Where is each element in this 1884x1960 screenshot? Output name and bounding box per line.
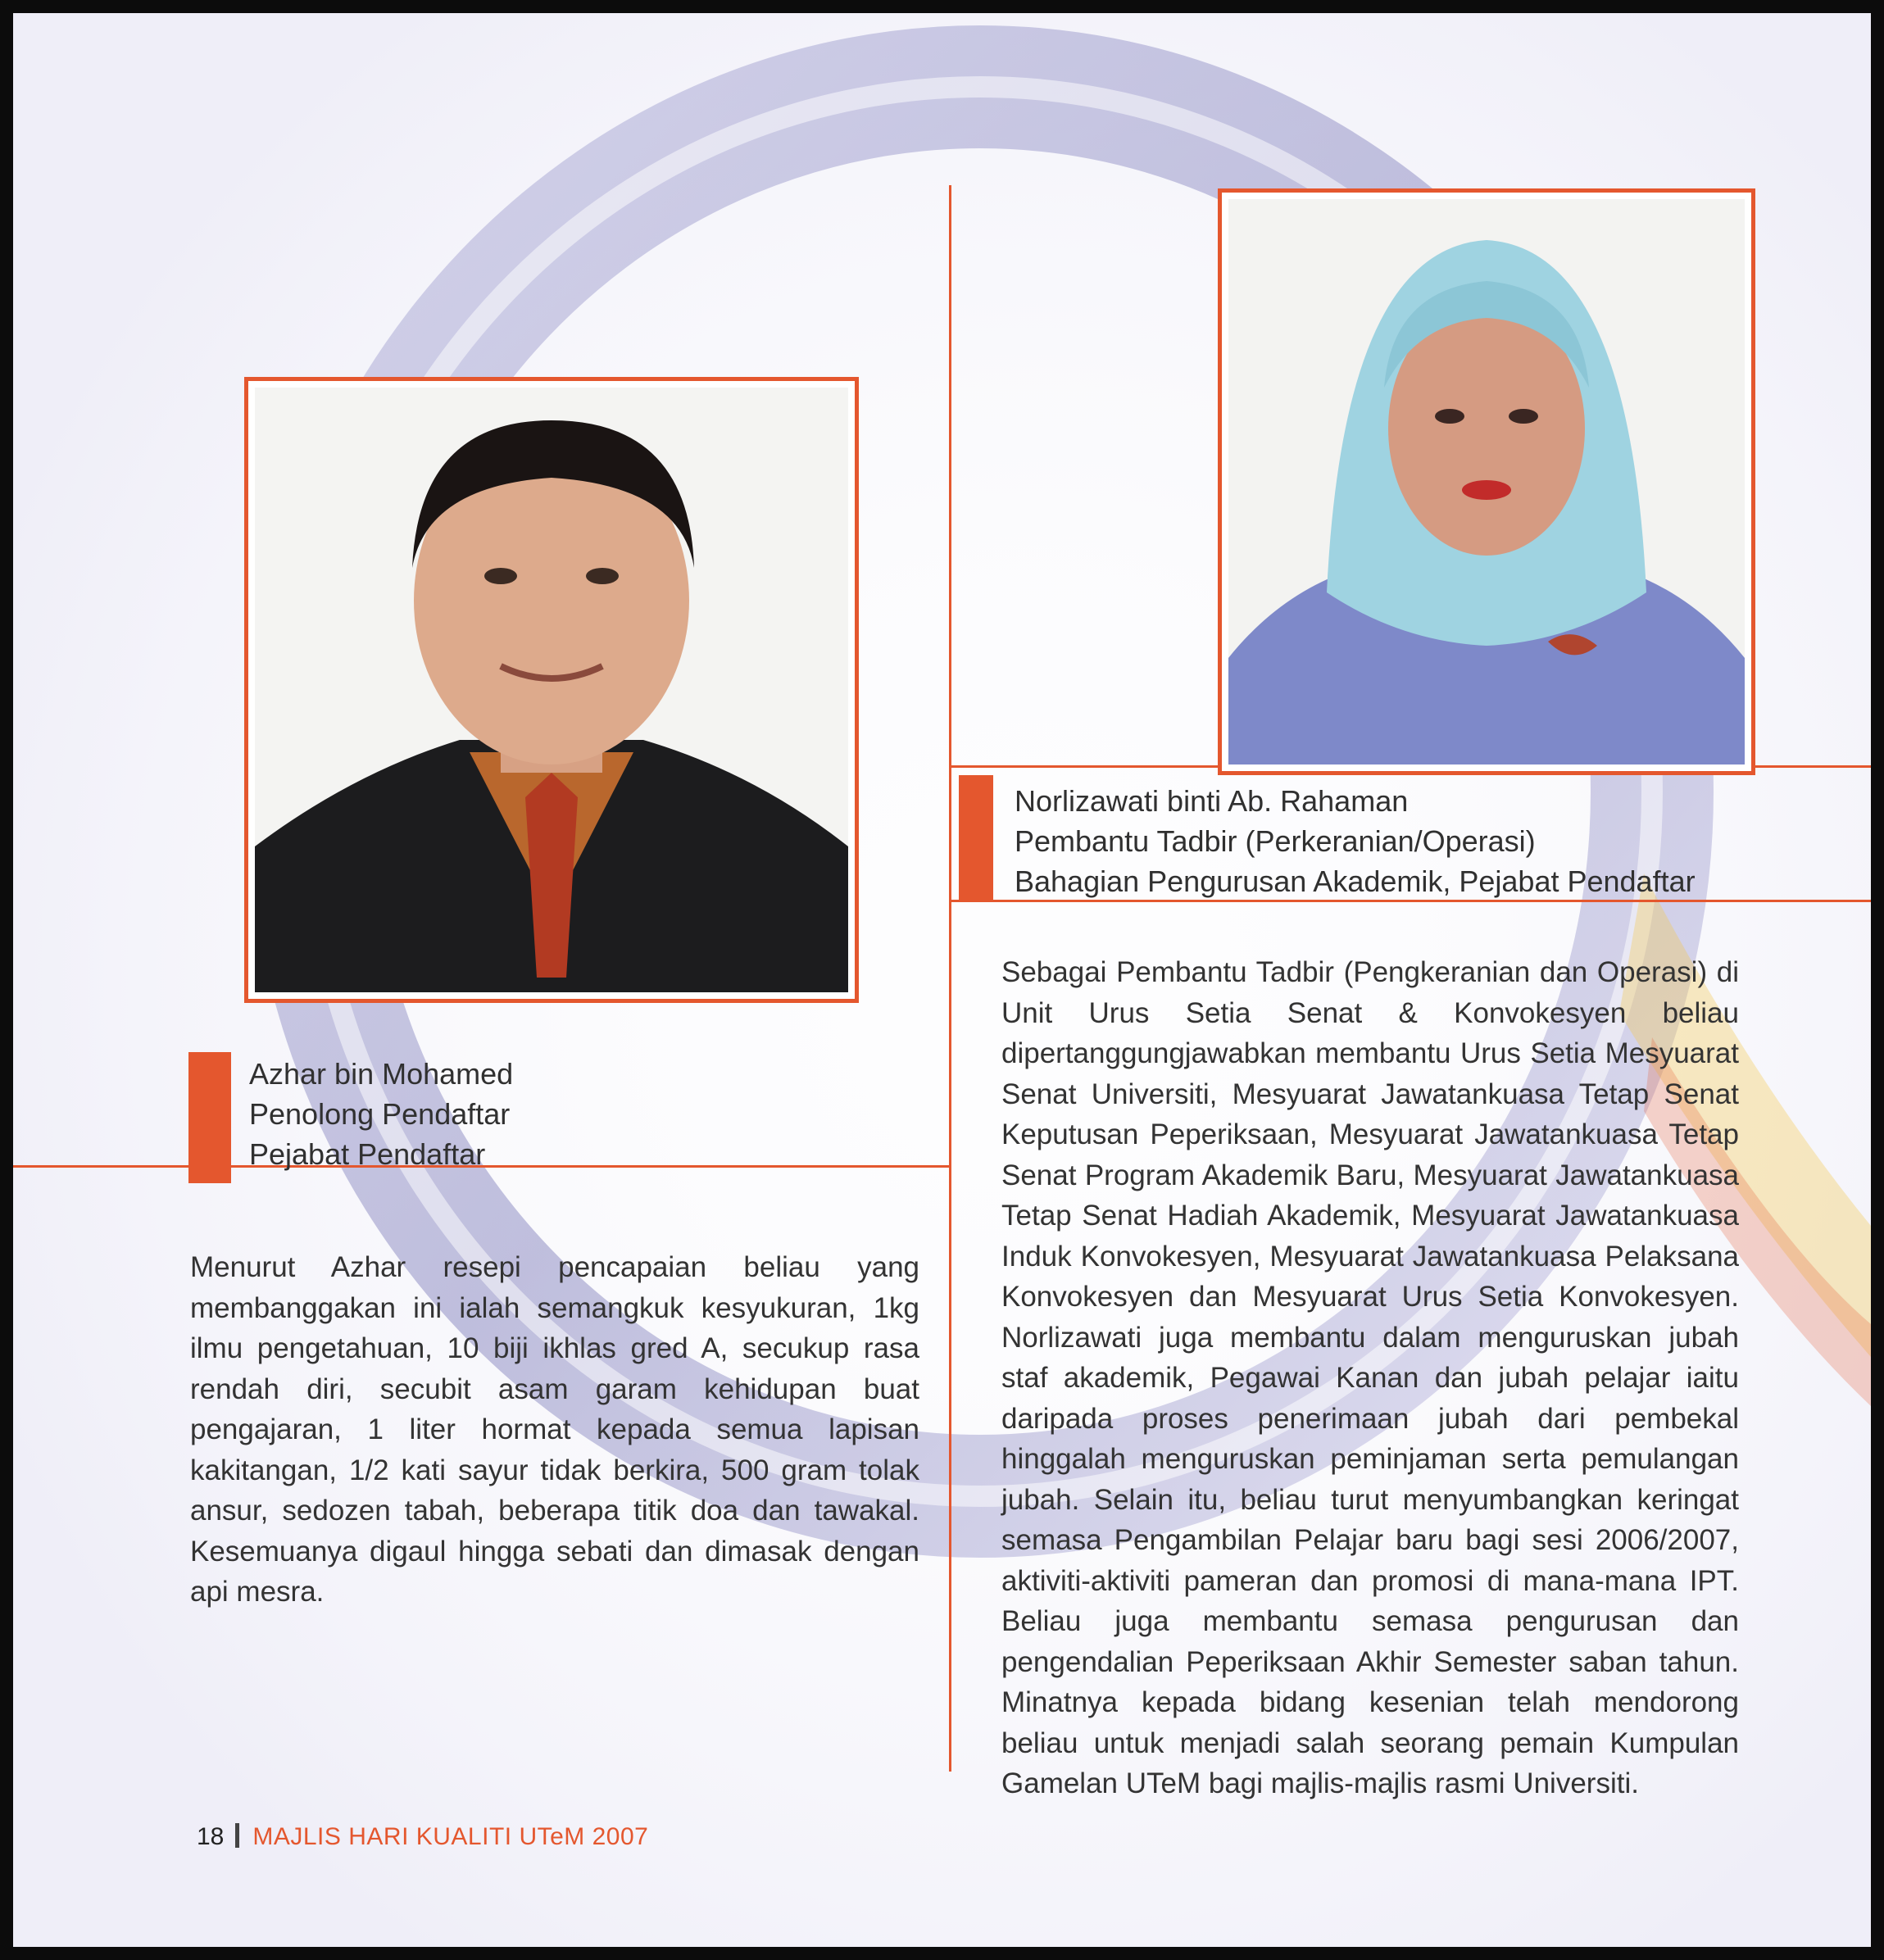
caption-accent-bar-right [959,775,993,900]
profile-description-norlizawati: Sebagai Pembantu Tadbir (Pengkeranian dan Operasi) di Unit Urus Setia Senat & Konvokesyen beliau dipertanggungjawabkan membantu Urus Setia Mesyuarat Senat Universiti, Mesyuarat Jawatankuasa Tetap Senat Keputusan Peperiksaan, Mesyuarat Jawatankuasa Tetap Senat Program Akademik Baru, Mesyuarat Jawatankuasa Tetap Senat Hadiah Akademik, Mesyuarat Jawatankuasa Induk Konvokesyen, Mesyuarat Jawatankuasa Pelaksana Konvokesyen dan Mesyuarat Urus Setia Konvokesyen. Norlizawati juga membantu dalam menguruskan jubah staf akademik, Pegawai Kanan dan jubah pelajar iaitu daripada proses penerimaan jubah dari pembekal hinggalah menguruskan peminjaman serta pemulangan jubah. Selain itu, beliau turut menyumbangkan keringat semasa Pengambilan Pelajar baru bagi sesi 2006/2007, aktiviti-aktiviti pameran dan promosi di mana-mana IPT. Beliau juga membantu semasa pengurusan dan pengendalian Peperiksaan Akhir Semester saban tahun. Minatnya kepada bidang kesenian telah mendorong beliau untuk menjadi salah seorang pemain Kumpulan Gamelan UTeM bagi majlis-majlis rasmi Universiti. [1001,956,1739,1799]
caption-norlizawati [1015,781,1696,901]
profile-photo-norlizawati [1218,188,1755,775]
profile-position: Penolong Pendaftar [249,1097,511,1131]
page-footer [197,1821,648,1853]
page-number: 18 [197,1823,225,1850]
portrait-woman-image [1228,199,1745,764]
profile-description-azhar: Menurut Azhar resepi pencapaian beliau yang membanggakan ini ialah semangkuk kesyukuran, 1kg ilmu pengetahuan, 10 biji ikhlas gred A, secukup rasa rendah diri, secubit asam garam kehidupan buat pengajaran, 1 liter hormat kepada semua lapisan kakitangan, 1/2 kati sayur tidak berkira, 500 gram tolak ansur, sedozen tabah, beberapa titik doa dan tawakal. Kesemuanya digaul hingga sebati dan dimasak dengan api mesra. [190,1251,919,1608]
profile-name: Norlizawati binti Ab. Rahaman [1015,784,1409,818]
portrait-man-image [255,388,848,992]
footer-separator [235,1823,239,1848]
publication-title: MAJLIS HARI KUALITI UTeM 2007 [252,1823,649,1850]
profile-photo-azhar [244,377,859,1003]
profile-position: Pembantu Tadbir (Perkeranian/Operasi) [1015,824,1536,858]
center-divider [949,185,951,1772]
caption-accent-bar-left [188,1052,231,1183]
profile-department: Pejabat Pendaftar [249,1137,486,1171]
profile-name: Azhar bin Mohamed [249,1057,514,1091]
caption-azhar [249,1054,513,1174]
profile-department: Bahagian Pengurusan Akademik, Pejabat Pendaftar [1015,864,1696,898]
